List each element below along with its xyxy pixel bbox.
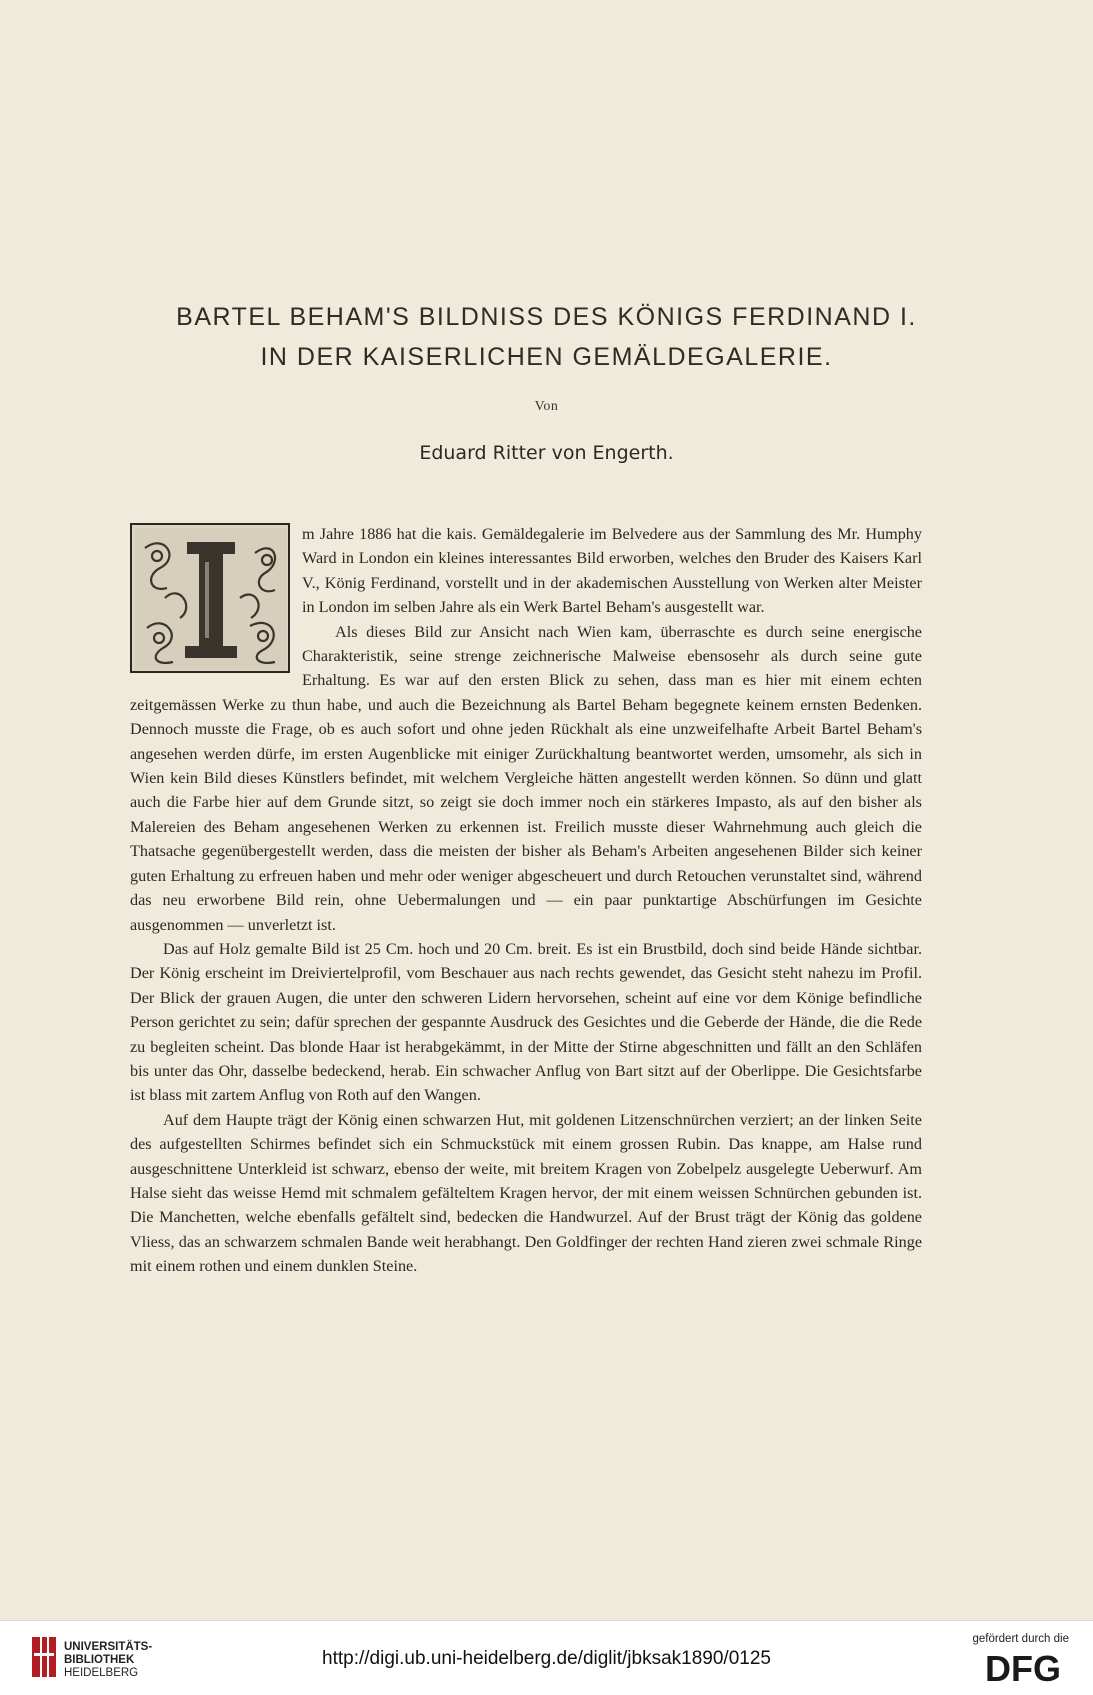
dfg-logo-icon[interactable] — [975, 1651, 1071, 1685]
ornamental-initial — [130, 523, 290, 673]
viewer-footer — [0, 1620, 1093, 1695]
article-title-line-1: BARTEL BEHAM'S BILDNISS DES KÖNIGS FERDINAND I. — [176, 303, 917, 331]
author-name: Eduard Ritter von Engerth. — [419, 442, 674, 464]
byline-von: Von — [534, 399, 559, 414]
paragraph-4: Auf dem Haupte trägt der König einen schwarzen Hut, mit goldenen Litzenschnürchen verziert; an der linken Seite des aufgestellten Schirmes befindet sich ein Schmuckstück mit einem grossen Rubin. Das knappe, am Halse rund ausgeschnittene Unterkleid ist schwarz, ebenso der weite, mit breitem Kragen von Zobelpelz ausgelegte Ueberwurf. Am Halse sieht das weisse Hemd mit schmalem gefälteltem Kragen hervor, der mit einem weissen Schnürchen gebunden ist. Die Manchetten, welche ebenfalls gefältelt sind, bedecken die Handwurzel. Auf der Brust trägt der König das goldene Vliess, das an schwarzem schmalen Bande weit herabhangt. Den Goldfinger der rechten Hand zieren zwei schmale Ringe mit einem rothen und einem dunklen Steine. — [130, 1110, 922, 1276]
library-name[interactable]: UNIVERSITÄTS- BIBLIOTHEK HEIDELBERG — [64, 1641, 153, 1679]
paragraph-2: Als dieses Bild zur Ansicht nach Wien kam, überraschte es durch seine energische Charakteristik, seine strenge zeichnerische Malweise ebensosehr als durch seine gute Erhaltung. Es war auf den ersten Blick zu sehen, dass man es hier mit einem echten zeitgemässen Werke zu thun habe, und auch die Bezeichnung als Bartel Beham begegnete keinem ernsten Bedenken. Dennoch musste die Frage, ob es auch sofort und ohne jeden Rückhalt als eine unzweifelhafte Arbeit Bartel Beham's angesehen werden dürfe, im ersten Augenblicke mit einiger Zurückhaltung beantwortet werden, umsomehr, als sich in Wien kein Bild dieses Künstlers befindet, mit welchem Vergleiche hätten angestellt werden können. So dünn und glatt auch die Farbe hier auf dem Grunde sitzt, so zeigt sie doch immer noch ein stärkeres Impasto, als auf den bisher als Malereien des Beham angesehenen Werken zu erkennen ist. Freilich musste dieser Wahrnehmung auch gleich die Thatsache gegenübergestellt werden, dass die meisten der bisher als Beham's Arbeiten angesehenen Bilder sich keiner guten Erhaltung zu erfreuen haben und mehr oder weniger abgescheuert und durch Retouchen verunstaltet sind, während das neu erworbene Bild rein, ohne Uebermalungen und — ein paar punktartige Abschürfungen im Gesichte ausgenommen — unverletzt ist. — [130, 622, 922, 934]
svg-text:DFG: DFG — [985, 1651, 1061, 1685]
paragraph-3: Das auf Holz gemalte Bild ist 25 Cm. hoch und 20 Cm. breit. Es ist ein Brustbild, doch sind beide Hände sichtbar. Der König erscheint im Dreiviertelprofil, vom Beschauer aus nach rechts gewendet, das Gesicht steht nahezu im Profil. Der Blick der grauen Augen, die unter den schweren Lidern hervorsehen, scheint auf eine vor dem Könige befindliche Person gerichtet zu sein; dafür sprechen der gespannte Ausdruck des Gesichtes und die Geberde der Hände, die die Rede zu begleiten scheint. Das blonde Haar ist herabgekämmt, in der Mitte der Stirne abgeschnitten und fällt an den Schläfen bis unter das Ohr, dasselbe bedeckend, herab. Ein schwacher Anflug von Bart sitzt auf der Oberlippe. Die Gesichtsfarbe ist blass mit zartem Anflug von Roth auf den Wangen. — [130, 939, 922, 1105]
ornamental-initial-icon — [135, 528, 287, 670]
article-title-line-2: IN DER KAISERLICHEN GEMÄLDEGALERIE. — [260, 343, 833, 371]
paragraph-1: m Jahre 1886 hat die kais. Gemäldegalerie im Belvedere aus der Sammlung des Mr. Humphy Ward in London ein kleines interessantes Bild erworben, welches den Bruder des Kaisers Karl V., König Ferdinand, vorstellt und in der akademischen Ausstellung von Werken alter Meister in London im selben Jahre als ein Werk Bartel Beham's ausgestellt war. — [302, 525, 922, 617]
permalink-url[interactable]: http://digi.ub.uni-heidelberg.de/diglit/jbksak1890/0125 — [322, 1648, 771, 1669]
article-body — [130, 522, 922, 1279]
funding-label: gefördert durch die — [972, 1633, 1069, 1645]
